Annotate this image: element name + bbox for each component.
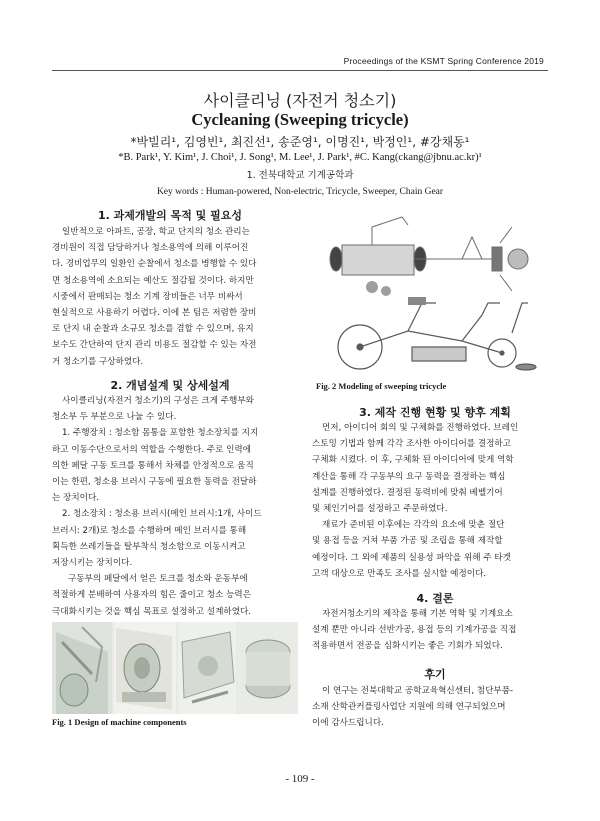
section-1-heading: 1. 과제개발의 목적 및 필요성 [97, 209, 243, 222]
text-line: 스토밍 기법과 함께 각각 조사한 아이디어를 결정하고 [312, 439, 512, 450]
text-line: 경비원이 직접 담당하거나 청소용역에 의해 이루어진 [52, 243, 249, 254]
text-line: 소재 산학관커플링사업단 지원에 의해 연구되었으며 [312, 702, 506, 713]
text-line: 일반적으로 아파트, 공장, 학교 단지의 청소 관리는 [62, 227, 250, 237]
figure-2-image [312, 207, 548, 377]
figure-2-caption: Fig. 2 Modeling of sweeping tricycle [316, 381, 447, 391]
text-line: 이는 한편, 청소용 브러시 구동에 필요한 동력을 전달하 [52, 477, 257, 488]
acknowledgement-body [312, 683, 560, 732]
text-line: 이 연구는 전북대학교 공학교육혁신센터, 첨단부품- [322, 686, 514, 696]
title-korean: 사이클리닝 (자전거 청소기) [203, 91, 397, 110]
title-english: Cycleaning (Sweeping tricycle) [191, 110, 409, 129]
section-4-heading: 4. 결론 [416, 592, 454, 605]
text-line: 브러시: 2개)로 청소를 수행하며 메인 브러시를 통해 [52, 525, 247, 536]
text-line: 다. 경비업무의 일환인 순찰에서 청소를 병행할 수 있다 [52, 259, 257, 270]
text-line: 의한 페달 구동 토크를 통해서 차체를 안정적으로 움직 [52, 460, 254, 471]
text-line: 구체화 시켰다. 이 후, 구체화 된 아이디어에 맞게 역학 [312, 455, 514, 466]
text-line: 적용하면서 전공을 심화시키는 좋은 기회가 되었다. [312, 641, 503, 652]
section-3-body [312, 420, 560, 582]
text-line: 저장시키는 장치이다. [52, 558, 133, 569]
text-line: 예정이다. 그 외에 제품의 실용성 파악을 위해 주 타겟 [312, 552, 511, 563]
text-line: 극대화시키는 것을 핵심 목표로 설정하고 설계하였다. [52, 606, 252, 617]
machine-components-render [52, 622, 298, 714]
text-line: 현실적으로 사용하기 어렵다. 이에 본 팀은 저렴한 장비 [52, 308, 257, 319]
section-1-body [52, 224, 298, 370]
text-line: 하고 이동수단으로서의 역할을 수행한다. 주로 인력에 [52, 444, 252, 455]
tricycle-model-render [312, 207, 548, 377]
acknowledgement-heading: 후기 [424, 668, 446, 681]
text-line: 2. 청소장치 : 청소용 브러시(메인 브러시:1개, 사이드 [62, 509, 262, 520]
text-line: 는 장치이다. [52, 493, 99, 504]
text-line: 이에 감사드립니다. [312, 718, 384, 729]
text-line: 사이클리닝(자전거 청소기)의 구성은 크게 주행부와 [62, 396, 254, 406]
figure-1-caption: Fig. 1 Design of machine components [52, 717, 187, 727]
text-line: 보수도 간단하여 단지 관리 비용도 절감할 수 있는 자전 [52, 340, 257, 351]
text-line: 1. 주행장치 : 청소함 몸통을 포함한 청소장치를 지지 [62, 428, 259, 439]
text-line: 구동부의 페달에서 얻은 토크를 청소와 운동부에 [68, 574, 248, 585]
text-line: 고객 대상으로 만족도 조사를 실시할 예정이다. [312, 568, 487, 579]
text-line: 재료가 준비된 이후에는 각각의 요소에 맞춘 절단 [322, 520, 505, 531]
text-line: 자전거청소기의 제작을 통해 기본 역학 및 기계요소 [322, 609, 513, 619]
keywords: Key words : Human-powered, Non-electric, Tricycle, Sweeper, Chain Gear [156, 187, 444, 197]
text-line: 거 청소기를 구상하였다. [52, 356, 144, 367]
text-line: 설계 뿐만 아니라 선반가공, 용접 등의 기계가공을 직접 [312, 625, 517, 636]
text-line: 계산을 통해 각 구동부의 요구 동력을 결정하는 핵심 [312, 471, 506, 482]
section-2-heading: 2. 개념설계 및 상세설계 [110, 379, 230, 392]
section-3-heading: 3. 제작 진행 현황 및 향후 계획 [359, 406, 511, 419]
header-rule [52, 70, 548, 71]
text-line: 및 용접 등을 거쳐 부품 가공 및 조립을 통해 제작할 [312, 536, 503, 547]
text-line: 시중에서 판매되는 청소 기계 장비들은 너무 비싸서 [52, 291, 243, 302]
figure-1-image [52, 622, 298, 714]
authors-korean: *박빌리¹, 김영빈¹, 최진선¹, 송준영¹, 이명진¹, 박정인¹, #강채동¹ [130, 135, 470, 149]
text-line: 적절하게 분배하여 사용자의 힘은 줄이고 청소 능력은 [52, 590, 252, 601]
text-line: 청소부 두 부분으로 나눌 수 있다. [52, 412, 177, 423]
text-line: 면 청소용역에 소요되는 예산도 절감될 것이다. 하지만 [52, 275, 254, 286]
text-line: 획득한 쓰레기들을 탈부착식 청소함으로 이동시켜고 [52, 541, 246, 552]
text-line: 설계를 진행하였다. 결정된 동력비에 맞춰 베벨기어 [312, 487, 503, 498]
authors-english: *B. Park¹, Y. Kim¹, J. Choi¹, J. Song¹, M. Lee¹, J. Park¹, #C. Kang(ckang@jbnu.ac.kr)¹ [118, 152, 482, 163]
text-line: 및 체인기어를 설정하고 주문하였다. [312, 504, 448, 515]
page-number: - 109 - [285, 773, 315, 785]
text-line: 먼저, 아이디어 회의 및 구체화를 진행하였다. 브레인 [322, 423, 519, 433]
affiliation: 1. 전북대학교 기계공학과 [246, 170, 354, 181]
conference-header: Proceedings of the KSMT Spring Conference 2019 [343, 56, 544, 66]
text-line: 로 단지 내 순찰과 소규모 청소를 겸할 수 있으며, 유지 [52, 324, 254, 335]
section-2-body [52, 393, 298, 620]
section-4-body [312, 606, 560, 655]
